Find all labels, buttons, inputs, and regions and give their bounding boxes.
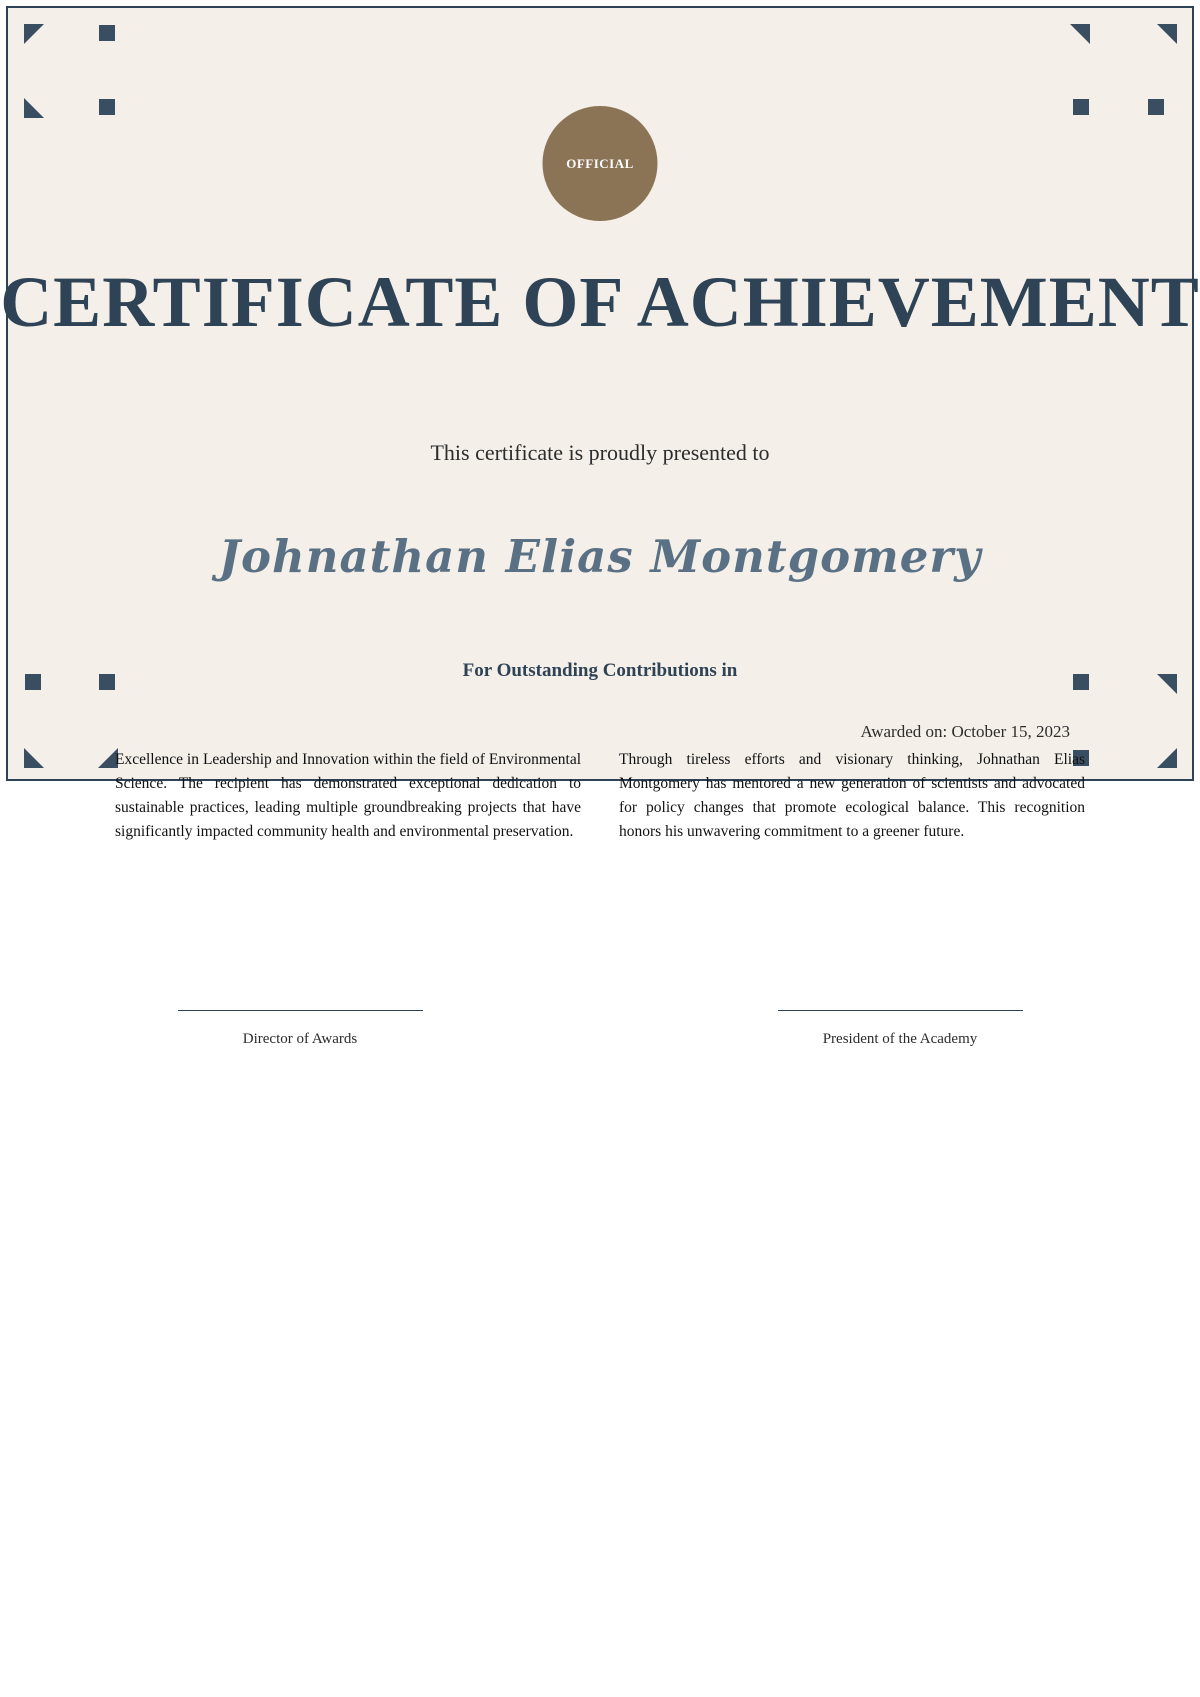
- official-seal: [543, 106, 658, 221]
- signature-line: [178, 1010, 423, 1011]
- decorative-square-icon: [1073, 99, 1089, 115]
- achievement-subtitle: For Outstanding Contributions in: [462, 660, 738, 681]
- decorative-square-icon: [1148, 99, 1164, 115]
- signature-block-director: [0, 1010, 600, 1048]
- decorative-square-icon: [99, 25, 115, 41]
- signature-line: [778, 1010, 1023, 1011]
- body-column-right: Through tireless efforts and visionary thinking, Johnathan Elias Montgomery has mentored a new generation of scientists and advocated for policy changes that promote ecological balance. This recognition honors his unwavering commitment to a greener future.: [619, 751, 1085, 840]
- body-columns: [115, 748, 1085, 844]
- awarded-date: Awarded on: October 15, 2023: [860, 722, 1070, 741]
- corner-triangle-icon: [1157, 748, 1177, 768]
- signature-block-president: [600, 1010, 1200, 1048]
- body-column-left: Excellence in Leadership and Innovation within the field of Environmental Science. The recipient has demonstrated exceptional dedication to sustainable practices, leading multiple groundbreaking projects that have significantly impacted community health and environmental preservation.: [115, 751, 581, 840]
- seal-label: OFFICIAL: [566, 155, 634, 171]
- corner-triangle-icon: [24, 748, 44, 768]
- signature-row: [0, 1010, 1200, 1048]
- corner-triangle-icon: [1070, 24, 1090, 44]
- corner-triangle-icon: [1157, 24, 1177, 44]
- recipient-name: Johnathan Elias Montgomery: [218, 530, 982, 583]
- certificate-title: CERTIFICATE OF ACHIEVEMENT: [0, 262, 1200, 342]
- signature-label: Director of Awards: [242, 1031, 358, 1047]
- decorative-square-icon: [99, 99, 115, 115]
- presented-text: This certificate is proudly presented to: [430, 440, 770, 465]
- corner-triangle-icon: [24, 98, 44, 118]
- signature-label: President of the Academy: [822, 1031, 978, 1047]
- corner-triangle-icon: [24, 24, 44, 44]
